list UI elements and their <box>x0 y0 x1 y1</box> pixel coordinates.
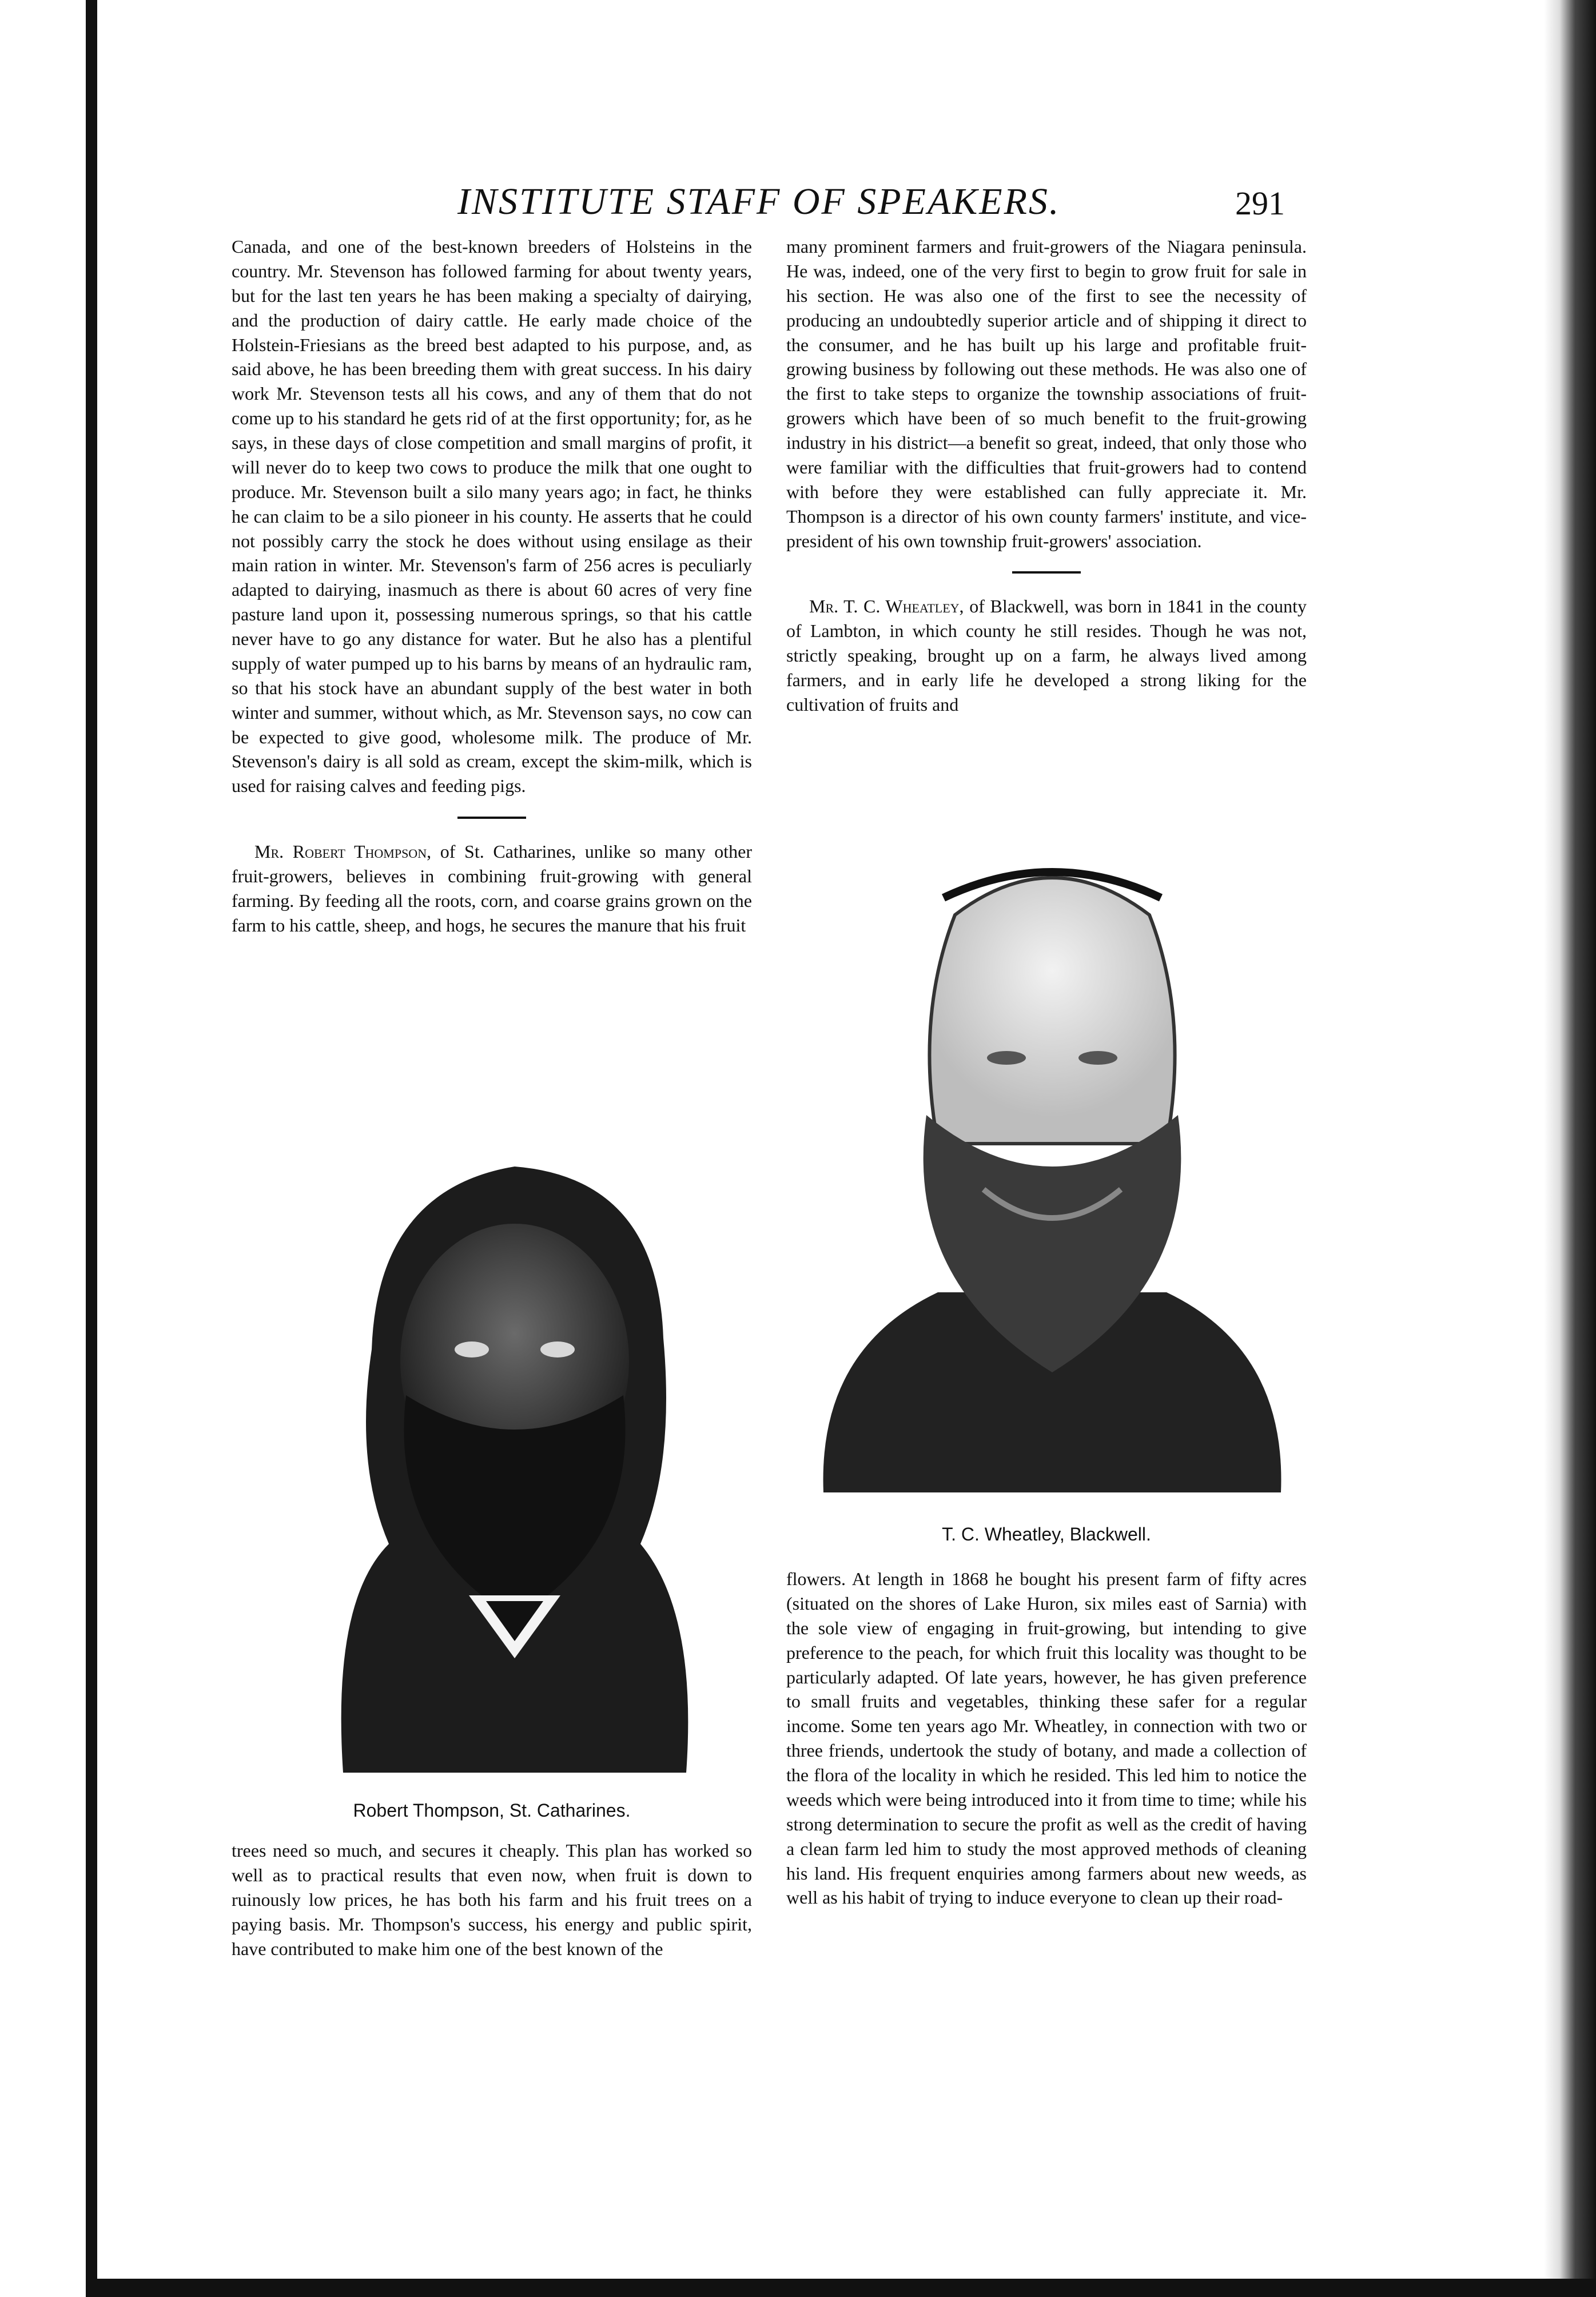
right-column-bottom <box>786 1567 1307 1910</box>
paragraph-wheatley-intro: Mr. T. C. Wheatley, of Blackwell, was born in 1841 in the county of Lambton, in which county he still resides. Though he was not, strictly speaking, brought up on a farm, he always lived among farmers, and in early life he developed a strong liking for the cultivation of fruits and <box>786 596 1307 715</box>
scan-border-bottom <box>86 2279 1596 2297</box>
paragraph-wheatley-cont: flowers. At length in 1868 he bought his present farm of fifty acres (situated on the shores of Lake Huron, six miles east of Sarnia) with the sole view of engaging in fruit-growing, but intending to give preference to the peach, for which fruit this locality was thought to be particularly adapted. Of late years, however, he has given preference to small fruits and vegetables, thinking these safer for a regular income. Some ten years ago Mr. Wheatley, in connection with two or three friends, undertook the study of botany, and made a collection of the flora of the locality in which he resided. This led him to notice the weeds which were being introduced into it from time to time; while his strong determination to secure the profit as well as the credit of having a clean farm led him to study the most approved methods of cleaning his land. His frequent enquiries among farmers about new weeds, as well as his habit of trying to induce everyone to clean up their road- <box>786 1569 1307 1908</box>
scan-border-left <box>86 0 97 2297</box>
figure-caption-thompson: Robert Thompson, St. Catharines. <box>353 1800 631 1821</box>
page-number: 291 <box>1235 185 1285 222</box>
paragraph-thompson-cont: trees need so much, and secures it cheaply. This plan has worked so well as to practical results that even now, when fruit is down to ruinously low prices, he has both his farm and his fruit trees on a paying basis. Mr. Thompson's success, his energy and public spirit, have contributed to make him one of the best known of the <box>232 1840 752 1959</box>
paragraph-thompson-end: many prominent farmers and fruit-growers of the Niagara peninsula. He was, indeed, one of the very first to begin to grow fruit for sale in his section. He was also one of the first to see the necessity of producing an undoubtedly superior article and of shipping it direct to the consumer, and he has built up his large and profitable fruit-growing business by following out these methods. He was also one of the first to take steps to organize the township associations of fruit-growers which have been of so much benefit to the fruit-growing industry in his district—a benefit so great, indeed, that only those who were familiar with the difficulties that fruit-growers had to contend with before they were established can fully appreciate it. Mr. Thompson is a director of his own county farmers' institute, and vice-president of his own township fruit-growers' association. <box>786 236 1307 551</box>
section-rule <box>457 817 526 819</box>
person-name: Mr. Robert Thompson, <box>254 841 432 862</box>
left-column-top <box>232 234 752 938</box>
robert-thompson-portrait <box>320 1144 709 1790</box>
tc-wheatley-portrait <box>812 846 1292 1510</box>
right-column-top <box>786 234 1307 717</box>
person-name: Mr. T. C. Wheatley, <box>809 596 964 617</box>
scan-border-right <box>1544 0 1596 2297</box>
running-header: INSTITUTE STAFF OF SPEAKERS. <box>457 181 1061 222</box>
figure-caption-wheatley: T. C. Wheatley, Blackwell. <box>942 1524 1151 1544</box>
section-rule <box>1012 571 1081 574</box>
left-column-bottom <box>232 1838 752 1961</box>
paragraph-stevenson: Canada, and one of the best-known breeders of Holsteins in the country. Mr. Stevenson has followed farming for about twenty years, but for the last ten years he has been making a specialty of dairying, and the production of dairy cattle. He early made choice of the Holstein-Friesians as the breed best adapted to his purpose, and, as said above, he has been breeding them with great success. In his dairy work Mr. Stevenson tests all his cows, and any of them that do not come up to his standard he gets rid of at the first opportunity; for, as he says, in these days of close competition and small margins of profit, it will never do to keep two cows to produce the milk that one ought to produce. Mr. Stevenson built a silo many years ago; in fact, he thinks he can claim to be a silo pioneer in his county. He asserts that he could not possibly carry the stock he does without using ensilage as their main ration in winter. Mr. Stevenson's farm of 256 acres is peculiarly adapted to dairying, inasmuch as there is about 60 acres of very fine pasture land upon it, possessing numerous springs, so that his cattle never have to go any distance for water. But he also has a plentiful supply of water pumped up to his barns by means of an hydraulic ram, so that his stock have an abundant supply of the best water in both winter and summer, without which, as Mr. Stevenson says, no cow can be expected to give good, wholesome milk. The produce of Mr. Stevenson's dairy is all sold as cream, except the skim-milk, which is used for raising calves and feeding pigs. <box>232 236 752 797</box>
paragraph-thompson-intro: Mr. Robert Thompson, of St. Catharines, unlike so many other fruit-growers, believes in combining fruit-growing with general farming. By feeding all the roots, corn, and coarse grains grown on the farm to his cattle, sheep, and hogs, he secures the manure that his fruit <box>232 841 752 935</box>
